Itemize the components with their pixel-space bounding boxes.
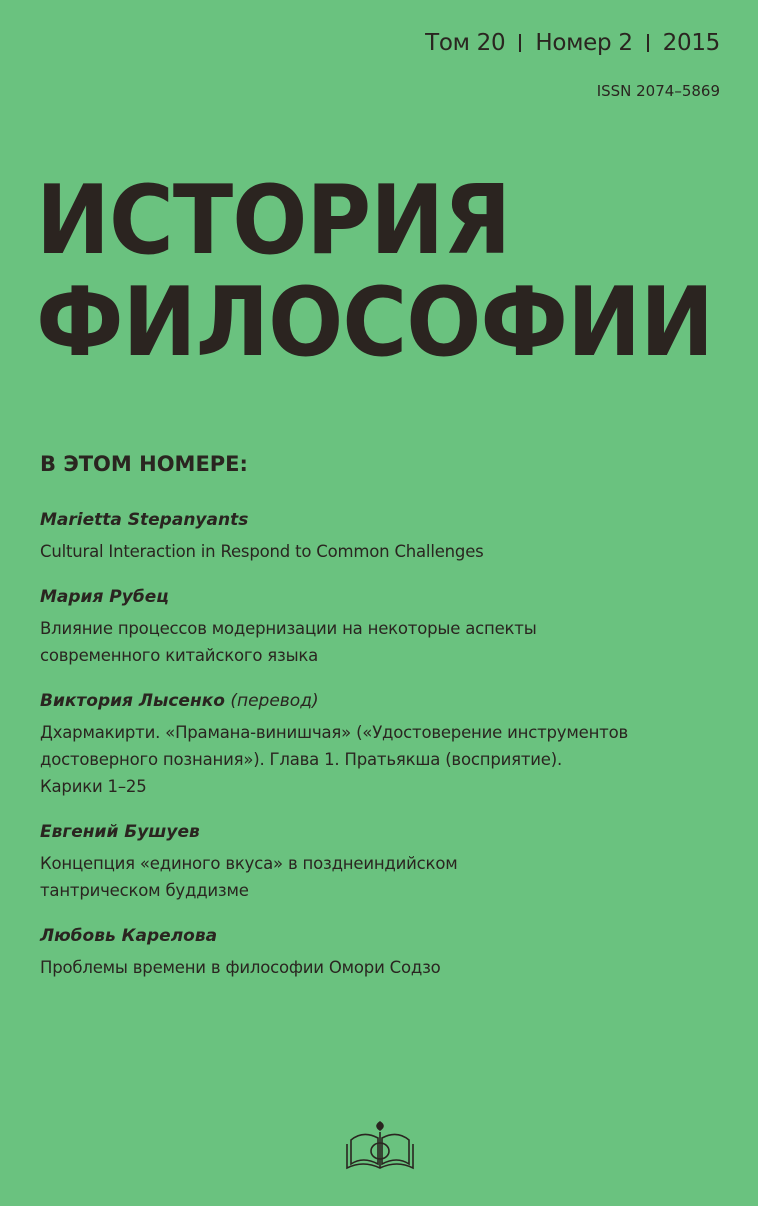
year: 2015 bbox=[662, 30, 720, 56]
article-author: Мария Рубец bbox=[40, 587, 169, 607]
article-title-line: Cultural Interaction in Respond to Common Challenges bbox=[40, 542, 484, 561]
book-phi-icon bbox=[345, 1118, 415, 1170]
contents-heading: В ЭТОМ НОМЕРЕ: bbox=[40, 452, 248, 476]
separator bbox=[647, 34, 649, 52]
article-author: Marietta Stepanyants bbox=[40, 510, 249, 530]
article-title bbox=[40, 615, 730, 669]
article-author: Любовь Карелова bbox=[40, 926, 218, 946]
article-title bbox=[40, 538, 730, 565]
article-author: Евгений Бушуев bbox=[40, 822, 200, 842]
article-title bbox=[40, 954, 730, 981]
article-item bbox=[40, 508, 730, 565]
article-title-line: Концепция «единого вкуса» в позднеиндийском bbox=[40, 854, 458, 873]
title-line-2: ФИЛОСОФИИ bbox=[36, 268, 714, 378]
volume: Том 20 bbox=[425, 30, 506, 56]
article-item bbox=[40, 924, 730, 981]
article-title-line: Влияние процессов модернизации на некоторые аспекты bbox=[40, 619, 537, 638]
issue-info bbox=[425, 30, 720, 56]
article-item bbox=[40, 585, 730, 669]
number: Номер 2 bbox=[535, 30, 633, 56]
article-title-line: достоверного познания»). Глава 1. Пратьякша (восприятие). bbox=[40, 750, 563, 769]
article-author-note: (перевод) bbox=[224, 691, 319, 711]
article-title bbox=[40, 719, 730, 800]
article-title-line: Карики 1–25 bbox=[40, 777, 147, 796]
separator bbox=[519, 34, 521, 52]
article-title-line: современного китайского языка bbox=[40, 646, 319, 665]
article-title bbox=[40, 850, 730, 904]
article-item bbox=[40, 820, 730, 904]
article-title-line: Дхармакирти. «Прамана-винишчая» («Удостоверение инструментов bbox=[40, 723, 628, 742]
title-line-1: ИСТОРИЯ bbox=[36, 166, 511, 276]
article-title-line: тантрическом буддизме bbox=[40, 881, 249, 900]
article-title-line: Проблемы времени в философии Омори Содзо bbox=[40, 958, 441, 977]
journal-title bbox=[36, 166, 758, 378]
article-item bbox=[40, 689, 730, 800]
article-list bbox=[40, 508, 730, 1001]
issn: ISSN 2074–5869 bbox=[596, 82, 720, 100]
article-author: Виктория Лысенко bbox=[40, 691, 225, 711]
